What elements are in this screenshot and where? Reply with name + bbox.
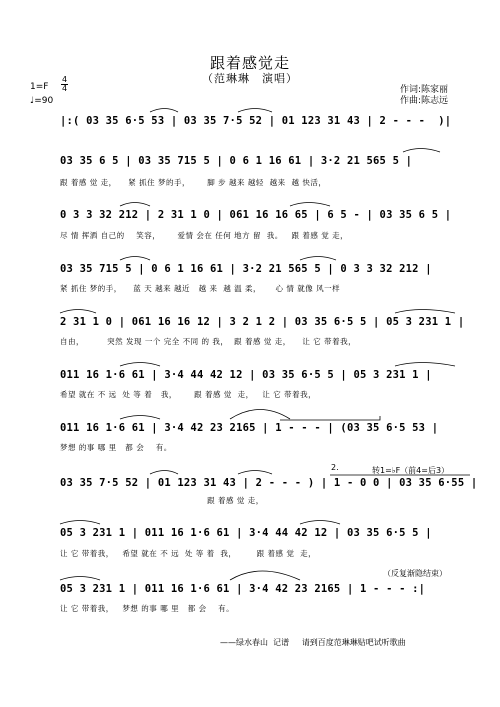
slur (300, 257, 336, 261)
composer-credit: 作曲:陈志远 (400, 96, 449, 106)
volta-two-mark: 2. (331, 463, 339, 472)
lyric-line-7: 梦想 的事 哪 里 都 会 有。 (60, 443, 172, 452)
notation: 011 16 1·6 61 | 3·4 42 23 2165 | 1 - - - | (03 35 6·5 53 | (60, 422, 439, 434)
slur (238, 471, 272, 475)
singer-credit: （范琳琳 演唱） (202, 72, 298, 85)
slur (60, 521, 100, 525)
time-top: 4 (61, 75, 68, 84)
lyric-line-5: 自由， 突然 发现 一个 完全 不同 的 我， 跟 着感 觉 走， 让 它 带着我， (60, 337, 357, 346)
lyric-line-3: 尽 情 挥洒 自己的 笑容， 爱情 会在 任何 地方 留 我。 跟 着感 觉 走， (60, 231, 349, 240)
notation: 0 3 3 32 212 | 2 31 1 0 | 061 16 16 65 | 6 5 - | 03 35 6 5 | (60, 209, 452, 221)
key-signature: 1=F (30, 82, 49, 92)
notation: 03 35 7·5 52 | 01 123 31 43 | 2 - - - ) | 1 - 0 0 | 03 35 6·55 | (60, 477, 478, 489)
slur (300, 521, 340, 525)
lyric-line-4: 紧 抓住 梦的手， 蓝 天 越来 越近 越 来 越 温 柔， 心 情 就像 风一样 (60, 284, 341, 293)
slur (120, 416, 160, 420)
slur (290, 203, 330, 207)
time-bottom: 4 (61, 84, 68, 93)
volta-bracket (280, 416, 380, 420)
tempo-mark: ♩=90 (30, 96, 54, 106)
slur (150, 471, 178, 475)
notation: 03 35 715 5 | 0 6 1 16 61 | 3·2 21 565 5 | 0 3 3 32 212 | (60, 263, 432, 275)
fade-out-note: （反复渐隐结束） (383, 569, 447, 578)
lyric-line-9: 让 它 带着我， 希望 就在 不 远 处 等 着 我， 跟 着感 觉 走， (60, 549, 317, 558)
slur (395, 363, 455, 367)
slur (230, 571, 300, 580)
notation: 05 3 231 1 | 011 16 1·6 61 | 3·4 44 42 12 | 03 35 6·5 5 | (60, 527, 432, 539)
slur (60, 310, 96, 314)
slur (120, 363, 160, 367)
slur (395, 310, 455, 314)
notation: |:( 03 35 6·5 53 | 03 35 7·5 52 | 01 123 31 43 | 2 - - - )| (60, 115, 452, 127)
lyric-line-6: 希望 就在 不 远 处 等 着 我， 跟 着感 觉 走， 让 它 带着我， (60, 390, 317, 399)
lyricist-credit: 作词:陈家丽 (400, 85, 449, 95)
slur (230, 410, 290, 420)
notation: 2 31 1 0 | 061 16 16 12 | 3 2 1 2 | 03 35 6·5 5 | 05 3 231 1 | (60, 316, 465, 328)
lyric-line-8: 跟 着感 觉 走， (60, 496, 264, 505)
lyric-line-10: 让 它 带着我， 梦想 的事 哪 里 都 会 有。 (60, 604, 235, 613)
slur (60, 577, 100, 581)
key-change-note: 转1=♭F（前4=后3） (372, 466, 450, 475)
slur (403, 149, 440, 153)
slur (120, 203, 150, 207)
notation: 011 16 1·6 61 | 3·4 44 42 12 | 03 35 6·5 5 | 05 3 231 1 | (60, 369, 432, 381)
slur (150, 109, 178, 113)
footer-note: ——绿水春山 记谱 请到百度范琳琳贴吧试听歌曲 (220, 638, 406, 647)
song-title: 跟着感觉走 (209, 54, 290, 72)
slur (120, 257, 150, 261)
lyric-line-2: 跟 着感 觉 走， 紧 抓住 梦的手， 脚 步 越来 越轻 越来 越 快活， (60, 178, 327, 187)
notation: 05 3 231 1 | 011 16 1·6 61 | 3·4 42 23 2165 | 1 - - - :| (60, 583, 426, 595)
slur (238, 109, 272, 113)
notation: 03 35 6 5 | 03 35 715 5 | 0 6 1 16 61 | 3·2 21 565 5 | (60, 155, 413, 167)
